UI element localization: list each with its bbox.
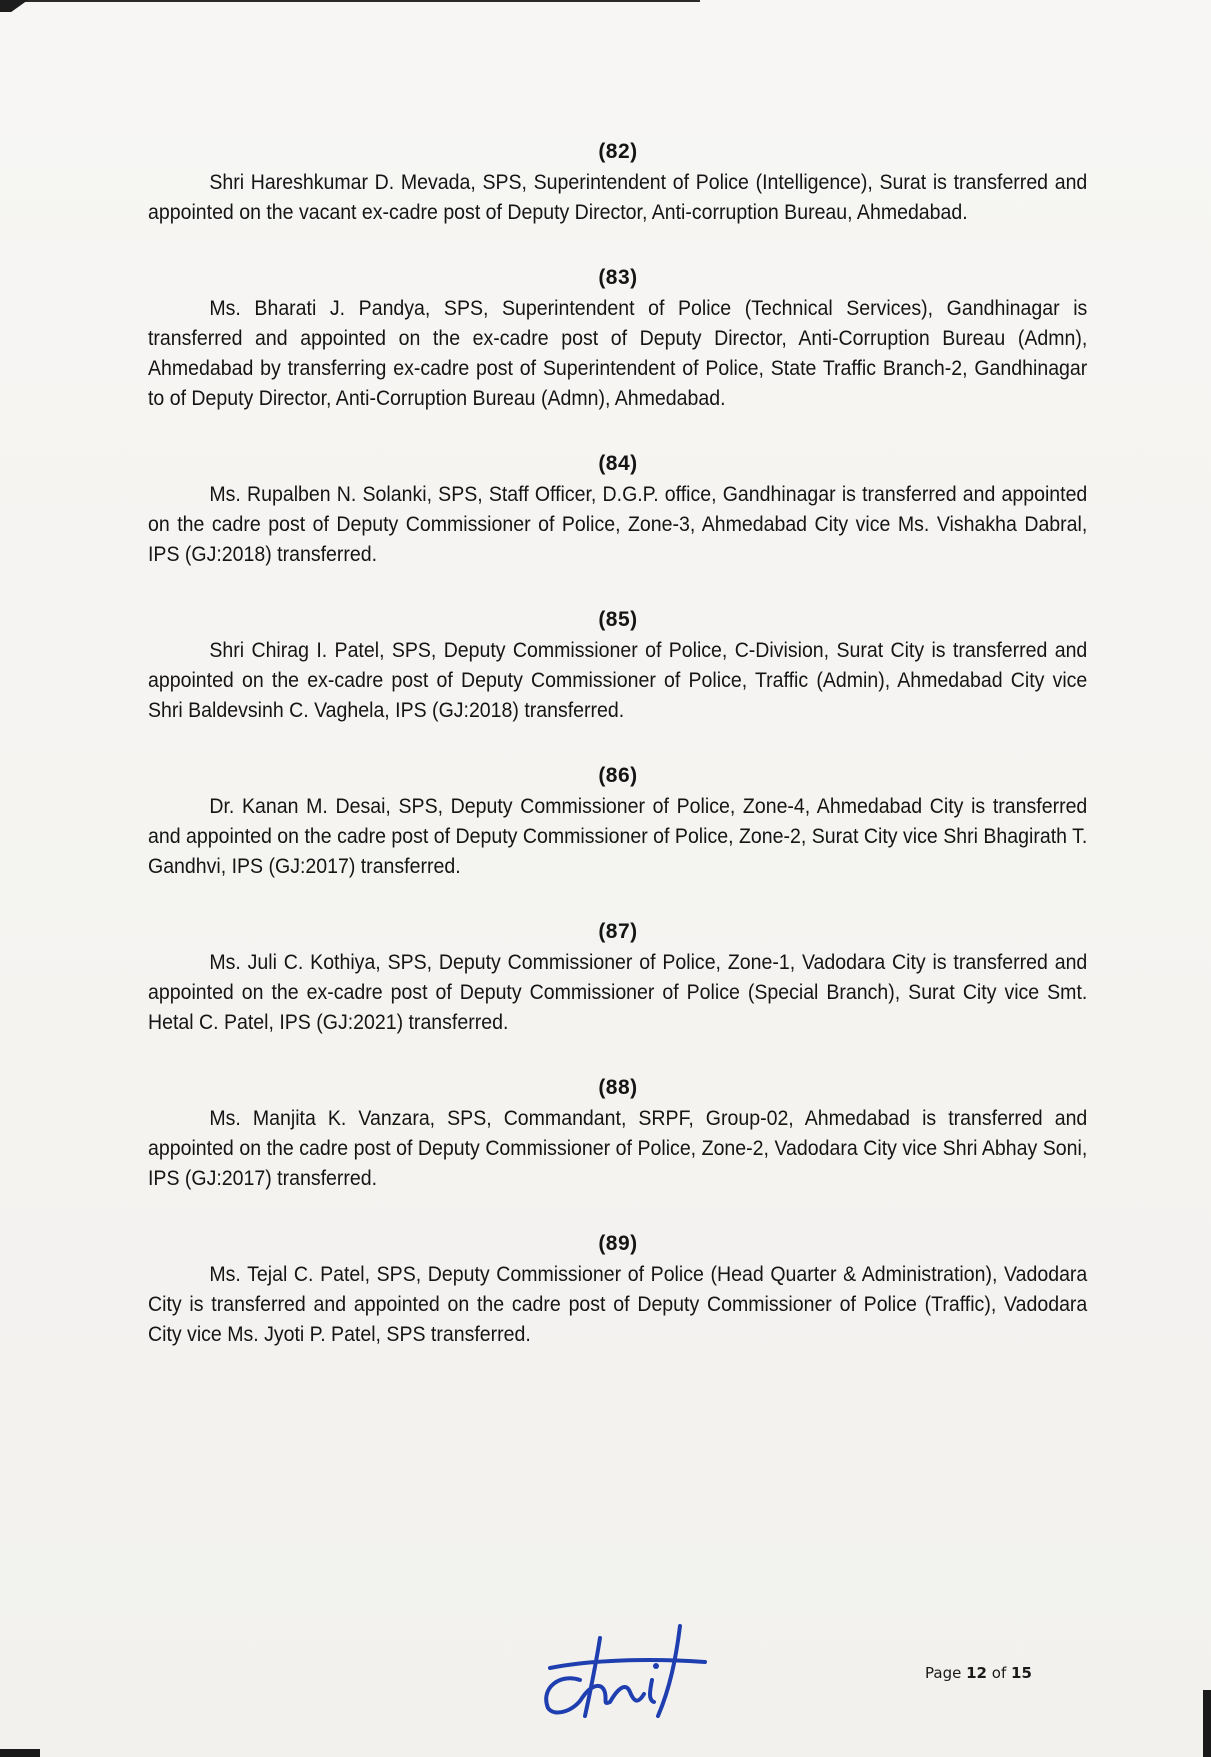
order-entry-85 bbox=[148, 608, 1088, 726]
page-label: Page bbox=[925, 1664, 962, 1682]
page-total: 15 bbox=[1011, 1664, 1032, 1682]
order-entry-83 bbox=[148, 266, 1088, 414]
page-current: 12 bbox=[966, 1664, 987, 1682]
signature-icon bbox=[530, 1618, 710, 1718]
entry-number: (84) bbox=[598, 452, 638, 475]
entry-number: (87) bbox=[598, 920, 638, 943]
order-entry-87 bbox=[148, 920, 1088, 1038]
entry-text: Ms. Tejal C. Patel, SPS, Deputy Commissioner of Police (Head Quarter & Administration), Vadodara City is transferred and appointed on the cadre post of Deputy Commissioner of Police (Traffic), Vadodara City vice Ms. Jyoti P. Patel, SPS transferred. bbox=[148, 1263, 1088, 1346]
entry-text: Shri Hareshkumar D. Mevada, SPS, Superintendent of Police (Intelligence), Surat is transferred and appointed on the vacant ex-cadre post of Deputy Director, Anti-corruption Bureau, Ahmedabad. bbox=[148, 171, 1088, 224]
entry-text: Dr. Kanan M. Desai, SPS, Deputy Commissioner of Police, Zone-4, Ahmedabad City is transferred and appointed on the cadre post of Deputy Commissioner of Police, Zone-2, Surat City vice Shri Bhagirath T. Gandhvi, IPS (GJ:2017) transferred. bbox=[148, 795, 1088, 878]
entry-number: (82) bbox=[598, 140, 638, 163]
entry-text: Ms. Manjita K. Vanzara, SPS, Commandant, SRPF, Group-02, Ahmedabad is transferred and appointed on the cadre post of Deputy Commissioner of Police, Zone-2, Vadodara City vice Shri Abhay Soni, IPS (GJ:2017) transferred. bbox=[148, 1107, 1088, 1190]
scan-corner-mark bbox=[0, 0, 28, 12]
entry-number: (89) bbox=[598, 1232, 638, 1255]
entry-text: Ms. Bharati J. Pandya, SPS, Superintendent of Police (Technical Services), Gandhinagar is transferred and appointed on the ex-cadre post of Deputy Director, Anti-Corruption Bureau (Admn), Ahmedabad by transferring ex-cadre post of Superintendent of Police, State Traffic Branch-2, Gandhinagar to of Deputy Director, Anti-Corruption Bureau (Admn), Ahmedabad. bbox=[148, 297, 1088, 410]
order-entry-84 bbox=[148, 452, 1088, 570]
order-entry-88 bbox=[148, 1076, 1088, 1194]
order-entry-82 bbox=[148, 140, 1088, 228]
page-separator: of bbox=[991, 1664, 1007, 1682]
entry-number: (83) bbox=[598, 266, 638, 289]
entry-number: (88) bbox=[598, 1076, 638, 1099]
page-footer bbox=[0, 1600, 1211, 1720]
page-number bbox=[925, 1664, 1032, 1682]
scan-edge-top bbox=[0, 0, 700, 2]
order-body bbox=[148, 140, 1088, 1388]
entry-text: Ms. Rupalben N. Solanki, SPS, Staff Officer, D.G.P. office, Gandhinagar is transferred and appointed on the cadre post of Deputy Commissioner of Police, Zone-3, Ahmedabad City vice Ms. Vishakha Dabral, IPS (GJ:2018) transferred. bbox=[148, 483, 1088, 566]
entry-number: (86) bbox=[598, 764, 638, 787]
entry-text: Shri Chirag I. Patel, SPS, Deputy Commissioner of Police, C-Division, Surat City is transferred and appointed on the ex-cadre post of Deputy Commissioner of Police, Traffic (Admin), Ahmedabad City vice Shri Baldevsinh C. Vaghela, IPS (GJ:2018) transferred. bbox=[148, 639, 1088, 722]
scan-edge-bottom bbox=[0, 1749, 40, 1757]
order-entry-86 bbox=[148, 764, 1088, 882]
order-entry-89 bbox=[148, 1232, 1088, 1350]
entry-text: Ms. Juli C. Kothiya, SPS, Deputy Commissioner of Police, Zone-1, Vadodara City is transferred and appointed on the ex-cadre post of Deputy Commissioner of Police (Special Branch), Surat City vice Smt. Hetal C. Patel, IPS (GJ:2021) transferred. bbox=[148, 951, 1088, 1034]
entry-number: (85) bbox=[598, 608, 638, 631]
